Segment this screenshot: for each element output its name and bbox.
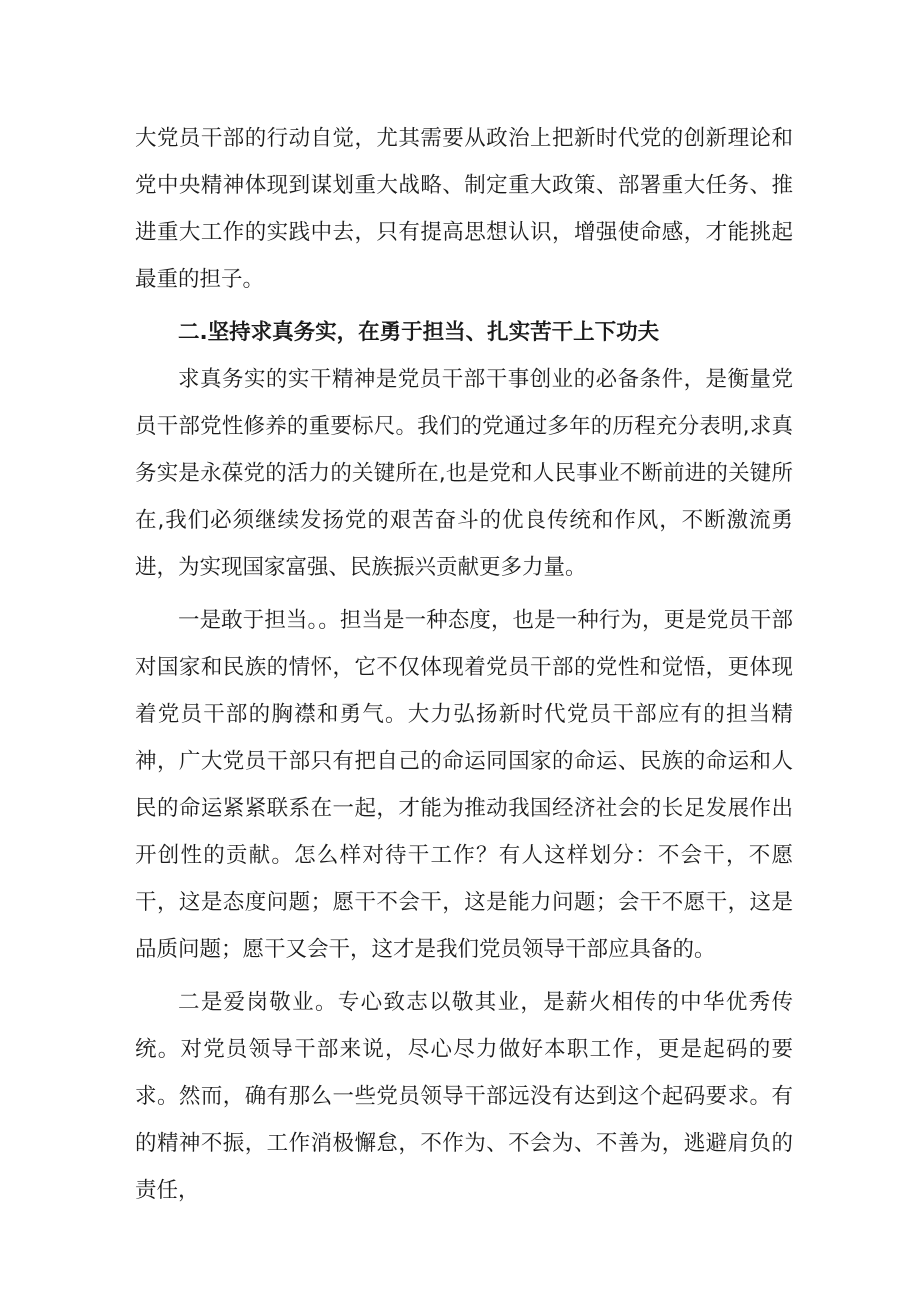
- paragraph-continued: 大党员干部的行动自觉，尤其需要从政治上把新时代党的创新理论和党中央精神体现到谋划重大战略、制定重大政策、部署重大任务、推进重大工作的实践中去，只有提高思想认识，增强使命感，才能挑起最重的担子。: [135, 126, 793, 292]
- document-page: [135, 115, 793, 1214]
- paragraph-3: 一是敢于担当。。担当是一种态度，也是一种行为，更是党员干部对国家和民族的情怀，它不仅体现着党员干部的党性和觉悟，更体现着党员干部的胸襟和勇气。大力弘扬新时代党员干部应有的担当精神，广大党员干部只有把自己的命运同国家的命运、民族的命运和人民的命运紧紧联系在一起，才能为推动我国经济社会的长足发展作出开创性的贡献。怎么样对待干工作？有人这样划分：不会干，不愿干，这是态度问题；愿干不会干，这是能力问题；会干不愿干，这是品质问题；愿干又会干，这才是我们党员领导干部应具备的。: [135, 608, 793, 962]
- paragraph-4: 二是爱岗敬业。专心致志以敬其业，是薪火相传的中华优秀传统。对党员领导干部来说，尽心尽力做好本职工作，更是起码的要求。然而，确有那么一些党员领导干部远没有达到这个起码要求。有的精神不振，工作消极懈怠，不作为、不会为、不善为，逃避肩负的责任，: [135, 990, 793, 1203]
- section-heading-2: 二.坚持求真务实，在勇于担当、扎实苦干上下功夫: [178, 320, 660, 345]
- paragraph-2: 求真务实的实干精神是党员干部干事创业的必备条件，是衡量党员干部党性修养的重要标尺。我们的党通过多年的历程充分表明,求真务实是永葆党的活力的关键所在,也是党和人民事业不断前进的关键所在,我们必须继续发扬党的艰苦奋斗的优良传统和作风，不断激流勇进，为实现国家富强、民族振兴贡献更多力量。: [135, 367, 793, 580]
